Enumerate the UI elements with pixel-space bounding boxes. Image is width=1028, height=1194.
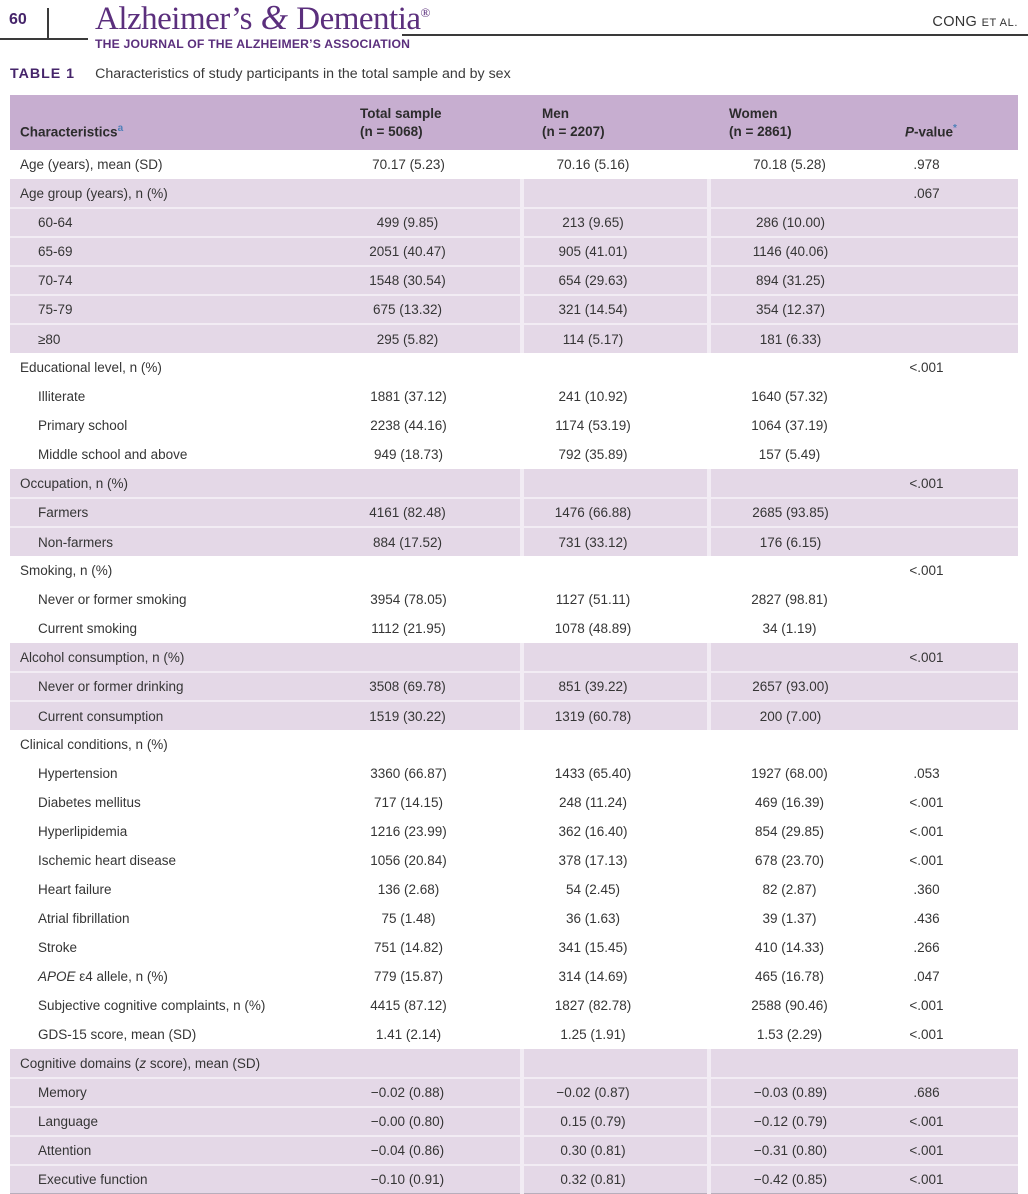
table-row-section — [10, 1049, 1018, 1078]
cell-men: 792 (35.89) — [558, 447, 628, 462]
cell-characteristic: Non-farmers — [10, 527, 340, 556]
cell-men: 0.32 (0.81) — [522, 1165, 709, 1194]
cell-characteristic: GDS-15 score, mean (SD) — [38, 1027, 197, 1042]
cell-characteristic: Illiterate — [38, 389, 86, 404]
cell-men: 213 (9.65) — [522, 208, 709, 237]
cell-characteristic: Current consumption — [10, 701, 340, 730]
cell-characteristic: Farmers — [10, 498, 340, 527]
cell-p: <.001 — [880, 1165, 1018, 1194]
cell-p: .266 — [913, 940, 940, 955]
cell-men: 341 (15.45) — [558, 940, 628, 955]
cell-characteristic: 70-74 — [10, 266, 340, 295]
journal-title-ampersand: & — [260, 0, 288, 37]
cell-men: 54 (2.45) — [565, 882, 621, 897]
cell-characteristic: Age group (years), n (%) — [10, 179, 340, 208]
table-row-item — [10, 817, 1018, 846]
cell-women: 1640 (57.32) — [751, 389, 828, 404]
cell-women: 2827 (98.81) — [751, 592, 828, 607]
cell-total: 4161 (82.48) — [340, 498, 522, 527]
cell-men: 0.15 (0.79) — [522, 1107, 709, 1136]
cell-characteristic: Subjective cognitive complaints, n (%) — [38, 998, 266, 1013]
cell-men: 248 (11.24) — [558, 795, 628, 810]
page-number: 60 — [9, 11, 27, 28]
cell-p: .067 — [880, 179, 1018, 208]
cell-women: 1064 (37.19) — [751, 418, 828, 433]
cell-total: 70.17 (5.23) — [372, 157, 445, 172]
cell-characteristic: Middle school and above — [38, 447, 188, 462]
cell-women — [709, 469, 880, 498]
table-row-item — [10, 498, 1018, 527]
cell-men: 1319 (60.78) — [522, 701, 709, 730]
header-rule-left — [0, 38, 88, 40]
cell-total: 884 (17.52) — [340, 527, 522, 556]
cell-total: 3360 (66.87) — [370, 766, 447, 781]
cell-p — [880, 1049, 1018, 1078]
cell-characteristic: Executive function — [10, 1165, 340, 1194]
cell-women: 176 (6.15) — [709, 527, 880, 556]
header-p-value: P-value* — [880, 95, 1018, 150]
cell-women — [709, 353, 880, 382]
cell-characteristic: Attention — [10, 1136, 340, 1165]
cell-p: .686 — [880, 1078, 1018, 1107]
cell-p — [880, 527, 1018, 556]
cell-men — [522, 556, 709, 585]
cell-p — [880, 585, 1018, 614]
cell-total: 675 (13.32) — [340, 295, 522, 324]
table-row-item — [10, 1078, 1018, 1107]
table-row-item — [10, 208, 1018, 237]
cell-men: 321 (14.54) — [522, 295, 709, 324]
cell-men: 70.16 (5.16) — [556, 157, 630, 172]
cell-women: 82 (2.87) — [762, 882, 817, 897]
cell-men: 851 (39.22) — [522, 672, 709, 701]
header-total-sample: Total sample (n = 5068) — [340, 95, 522, 150]
cell-men: 654 (29.63) — [522, 266, 709, 295]
cell-p: <.001 — [880, 469, 1018, 498]
cell-women: 181 (6.33) — [709, 324, 880, 353]
cell-men: 362 (16.40) — [558, 824, 628, 839]
cell-characteristic: Ischemic heart disease — [38, 853, 177, 868]
registered-mark: ® — [420, 5, 430, 20]
cell-men: 314 (14.69) — [558, 969, 628, 984]
cell-characteristic: Alcohol consumption, n (%) — [10, 643, 340, 672]
cell-p — [880, 498, 1018, 527]
cell-characteristic: Hyperlipidemia — [38, 824, 128, 839]
cell-women: 1146 (40.06) — [709, 237, 880, 266]
cell-men — [522, 1049, 709, 1078]
table-caption-label: TABLE 1 — [10, 66, 76, 82]
cell-men: 905 (41.01) — [522, 237, 709, 266]
table-row-item — [10, 1107, 1018, 1136]
table-row-item — [10, 1020, 1018, 1049]
cell-women: 2685 (93.85) — [709, 498, 880, 527]
cell-total — [340, 179, 522, 208]
cell-men: 114 (5.17) — [522, 324, 709, 353]
cell-women — [709, 643, 880, 672]
running-head-authors: CONG — [932, 14, 978, 30]
cell-total: 295 (5.82) — [340, 324, 522, 353]
cell-p: <.001 — [880, 643, 1018, 672]
table-row-item — [10, 266, 1018, 295]
cell-total — [340, 1049, 522, 1078]
cell-characteristic: Memory — [10, 1078, 340, 1107]
cell-total: 1112 (21.95) — [371, 621, 446, 636]
cell-p — [880, 266, 1018, 295]
table-row-item — [10, 759, 1018, 788]
table-row-section — [10, 556, 1018, 585]
cell-p: .436 — [913, 911, 940, 926]
cell-men: 0.30 (0.81) — [522, 1136, 709, 1165]
journal-subtitle: THE JOURNAL OF THE ALZHEIMER’S ASSOCIATION — [95, 37, 411, 51]
cell-women: 157 (5.49) — [758, 447, 821, 462]
cell-men — [522, 643, 709, 672]
cell-total: 2238 (44.16) — [370, 418, 447, 433]
cell-total: 4415 (87.12) — [370, 998, 447, 1013]
cell-p — [880, 208, 1018, 237]
table-row-item — [10, 440, 1018, 469]
page-header — [0, 0, 1028, 58]
cell-women — [709, 556, 880, 585]
cell-women: 854 (29.85) — [754, 824, 825, 839]
cell-women: 1927 (68.00) — [751, 766, 828, 781]
cell-women: 1.53 (2.29) — [756, 1027, 823, 1042]
cell-characteristic: Atrial fibrillation — [38, 911, 130, 926]
table-row-item — [10, 875, 1018, 904]
cell-men — [522, 730, 709, 759]
table-row-item — [10, 237, 1018, 266]
cell-total: −0.02 (0.88) — [340, 1078, 522, 1107]
cell-p: <.001 — [909, 824, 944, 839]
table-row-item — [10, 991, 1018, 1020]
table-row-item — [10, 382, 1018, 411]
cell-women: −0.12 (0.79) — [709, 1107, 880, 1136]
cell-p: .053 — [913, 766, 940, 781]
cell-p — [880, 614, 1018, 643]
table-header-row — [10, 95, 1018, 150]
cell-men: 1827 (82.78) — [554, 998, 632, 1013]
cell-p: <.001 — [909, 1027, 944, 1042]
header-men: Men (n = 2207) — [522, 95, 709, 150]
cell-women: 469 (16.39) — [754, 795, 825, 810]
cell-women: 465 (16.78) — [754, 969, 825, 984]
header-characteristics: Characteristics$^a$ — [10, 95, 340, 150]
table-row-section — [10, 469, 1018, 498]
cell-characteristic: Hypertension — [38, 766, 118, 781]
cell-p: <.001 — [880, 1107, 1018, 1136]
cell-total: 1056 (20.84) — [370, 853, 447, 868]
cell-characteristic: 60-64 — [10, 208, 340, 237]
cell-characteristic: Primary school — [38, 418, 128, 433]
cell-characteristic: Educational level, n (%) — [20, 360, 162, 375]
cell-total: 499 (9.85) — [340, 208, 522, 237]
cell-p: <.001 — [909, 998, 944, 1013]
table-row-section — [10, 353, 1018, 382]
cell-men: 1433 (65.40) — [554, 766, 632, 781]
cell-characteristic: Occupation, n (%) — [10, 469, 340, 498]
cell-women: 2588 (90.46) — [751, 998, 828, 1013]
cell-total: −0.04 (0.86) — [340, 1136, 522, 1165]
cell-characteristic: 65-69 — [10, 237, 340, 266]
table-row-item — [10, 585, 1018, 614]
cell-men: 1174 (53.19) — [555, 418, 631, 433]
table-row-section — [10, 179, 1018, 208]
cell-women: 70.18 (5.28) — [753, 157, 826, 172]
table-row-item — [10, 788, 1018, 817]
cell-p — [880, 382, 1018, 411]
cell-p: <.001 — [909, 360, 944, 375]
header-rule-right — [402, 34, 1028, 36]
cell-characteristic: 75-79 — [10, 295, 340, 324]
cell-p: <.001 — [909, 853, 944, 868]
cell-characteristic: ≥80 — [10, 324, 340, 353]
cell-characteristic: Language — [10, 1107, 340, 1136]
cell-p — [880, 324, 1018, 353]
cell-p — [880, 295, 1018, 324]
cell-p: .360 — [913, 882, 940, 897]
table-row-item — [10, 846, 1018, 875]
table-row-item — [10, 324, 1018, 353]
cell-total: −0.10 (0.91) — [340, 1165, 522, 1194]
header-women: Women (n = 2861) — [709, 95, 880, 150]
cell-characteristic: Heart failure — [38, 882, 112, 897]
cell-characteristic: APOE ε4 allele, n (%) — [38, 969, 168, 984]
cell-women: 39 (1.37) — [762, 911, 817, 926]
cell-p — [880, 730, 1018, 759]
table-row-section — [10, 730, 1018, 759]
cell-p: .978 — [913, 157, 940, 172]
cell-total — [340, 730, 522, 759]
cell-men — [522, 179, 709, 208]
cell-p — [880, 411, 1018, 440]
cell-men: 1078 (48.89) — [554, 621, 632, 636]
cell-p — [880, 440, 1018, 469]
cell-characteristic: Never or former drinking — [10, 672, 340, 701]
cell-total: 949 (18.73) — [373, 447, 444, 462]
cell-women: 286 (10.00) — [709, 208, 880, 237]
cell-characteristic: Cognitive domains (z score), mean (SD) — [10, 1049, 340, 1078]
table-row-item — [10, 672, 1018, 701]
table-caption — [0, 58, 1028, 82]
cell-characteristic: Clinical conditions, n (%) — [20, 737, 168, 752]
cell-total: 136 (2.68) — [377, 882, 440, 897]
cell-men: 1127 (51.11) — [555, 592, 631, 607]
table-row-item — [10, 1165, 1018, 1194]
cell-total: 1881 (37.12) — [370, 389, 447, 404]
cell-total: 1.41 (2.14) — [375, 1027, 442, 1042]
table-row-item — [10, 962, 1018, 991]
table-row-item — [10, 527, 1018, 556]
journal-title-part1: Alzheimer’s — [95, 1, 253, 37]
table-row-item — [10, 933, 1018, 962]
cell-women: 2657 (93.00) — [709, 672, 880, 701]
cell-men: 378 (17.13) — [558, 853, 628, 868]
table-header — [10, 95, 1018, 150]
cell-men: 731 (33.12) — [522, 527, 709, 556]
cell-characteristic: Stroke — [38, 940, 78, 955]
cell-total: 2051 (40.47) — [340, 237, 522, 266]
cell-total: 1519 (30.22) — [340, 701, 522, 730]
table-row-item — [10, 904, 1018, 933]
journal-title-part2: Dementia — [296, 1, 421, 37]
journal-logo — [95, 0, 430, 51]
cell-total: −0.00 (0.80) — [340, 1107, 522, 1136]
cell-total: 751 (14.82) — [373, 940, 444, 955]
cell-men: −0.02 (0.87) — [522, 1078, 709, 1107]
footnote-marker-a: a — [117, 122, 124, 134]
table-row-item — [10, 701, 1018, 730]
cell-total: 779 (15.87) — [373, 969, 444, 984]
cell-total: 1216 (23.99) — [370, 824, 447, 839]
cell-women: 200 (7.00) — [709, 701, 880, 730]
running-head — [932, 13, 1018, 31]
cell-men: 1476 (66.88) — [522, 498, 709, 527]
cell-total: 717 (14.15) — [373, 795, 444, 810]
running-head-etal: ET AL. — [981, 17, 1018, 29]
table-row-section — [10, 643, 1018, 672]
cell-women: 354 (12.37) — [709, 295, 880, 324]
cell-total: 3954 (78.05) — [370, 592, 447, 607]
cell-p: <.001 — [909, 795, 944, 810]
cell-women: −0.31 (0.80) — [709, 1136, 880, 1165]
cell-characteristic: Never or former smoking — [38, 592, 187, 607]
table-row-section — [10, 150, 1018, 179]
cell-total: 1548 (30.54) — [340, 266, 522, 295]
cell-characteristic: Current smoking — [38, 621, 138, 636]
cell-women: 894 (31.25) — [709, 266, 880, 295]
cell-men — [522, 353, 709, 382]
journal-title — [95, 0, 430, 37]
footnote-marker-asterisk: * — [953, 122, 957, 134]
cell-p — [880, 701, 1018, 730]
cell-total: 3508 (69.78) — [340, 672, 522, 701]
cell-total: 75 (1.48) — [381, 911, 436, 926]
cell-women: 410 (14.33) — [754, 940, 825, 955]
cell-women: 34 (1.19) — [762, 621, 817, 636]
cell-characteristic: Smoking, n (%) — [20, 563, 113, 578]
cell-women: 678 (23.70) — [754, 853, 825, 868]
cell-men: 1.25 (1.91) — [560, 1027, 626, 1042]
cell-characteristic: Age (years), mean (SD) — [20, 157, 163, 172]
table-body — [10, 150, 1018, 1194]
cell-men: 36 (1.63) — [565, 911, 621, 926]
cell-men — [522, 469, 709, 498]
cell-women — [709, 1049, 880, 1078]
cell-total — [340, 643, 522, 672]
cell-p: <.001 — [909, 563, 944, 578]
table-row-item — [10, 614, 1018, 643]
cell-women — [709, 179, 880, 208]
cell-total — [340, 469, 522, 498]
cell-p — [880, 672, 1018, 701]
cell-p: <.001 — [880, 1136, 1018, 1165]
cell-characteristic: Diabetes mellitus — [38, 795, 141, 810]
cell-men: 241 (10.92) — [558, 389, 628, 404]
table-row-item — [10, 1136, 1018, 1165]
table-caption-text: Characteristics of study participants in the total sample and by sex — [95, 66, 511, 82]
table-row-item — [10, 295, 1018, 324]
cell-women — [709, 730, 880, 759]
cell-women: −0.03 (0.89) — [709, 1078, 880, 1107]
table-row-item — [10, 411, 1018, 440]
cell-total — [340, 556, 522, 585]
characteristics-table — [10, 95, 1018, 1194]
cell-women: −0.42 (0.85) — [709, 1165, 880, 1194]
cell-total — [340, 353, 522, 382]
cell-p — [880, 237, 1018, 266]
header-divider-bar — [47, 8, 49, 39]
cell-p: .047 — [913, 969, 940, 984]
